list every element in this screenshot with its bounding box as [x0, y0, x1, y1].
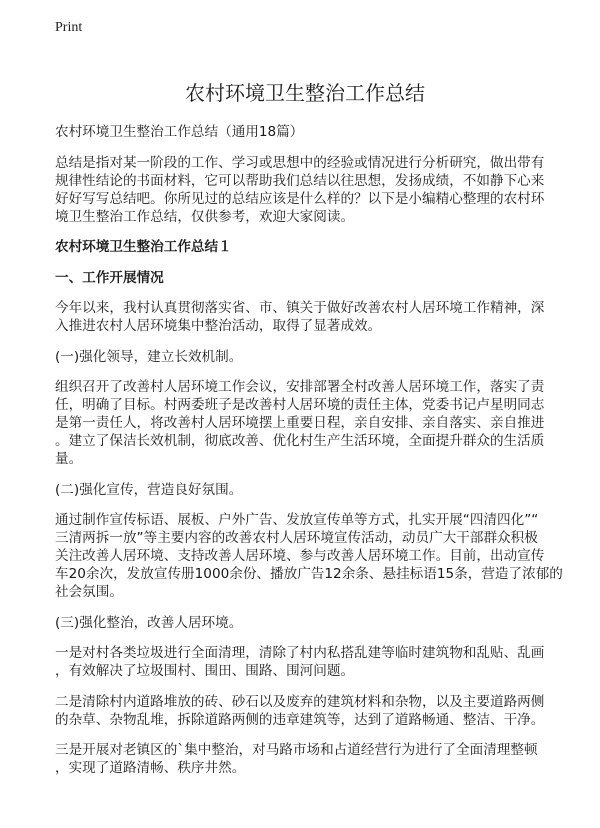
text-line: 量。 — [55, 451, 83, 467]
text-line: (二)强化宣传，营造良好氛围。 — [55, 481, 243, 498]
paragraph — [55, 741, 555, 777]
text-line: 农村环境卫生整治工作总结１ — [55, 239, 232, 255]
text-line: 通过制作宣传标语、展板、户外广告、发放宣传单等方式，扎实开展“四清四化”“ — [55, 512, 539, 528]
text-line: ，有效解决了垃圾围村、围田、围路、围河问题。 — [55, 663, 355, 679]
document-body — [55, 80, 563, 790]
text-line: 总结是指对某一阶段的工作、学习或思想中的经验或情况进行分析研究，做出带有 — [55, 154, 545, 171]
text-line: 二是清除村内道路堆放的砖、砂石以及废弃的建筑材料和杂物，以及主要道路两侧 — [55, 693, 545, 710]
text-line: 农村环境卫生整治工作总结（通用18篇） — [55, 124, 304, 140]
paragraph — [55, 154, 555, 226]
paragraph — [55, 693, 555, 729]
paragraph — [55, 378, 555, 468]
text-line: 境卫生整治工作总结，仅供参考，欢迎大家阅读。 — [55, 208, 355, 225]
paragraph — [55, 348, 555, 366]
paragraph-list — [55, 123, 563, 777]
text-line: 社会氛围。 — [55, 584, 123, 600]
text-line: (一)强化领导，建立长效机制。 — [55, 348, 243, 365]
print-link[interactable]: Print — [55, 20, 83, 35]
text-line: 规律性结论的书面材料，它可以帮助我们总结以往思想，发扬成绩，不如静下心来 — [55, 172, 545, 189]
text-line: 关注改善人居环境、支持改善人居环境、参与改善人居环境工作。目前，出动宣传 — [55, 548, 545, 564]
paragraph — [55, 614, 555, 632]
paragraph — [55, 299, 555, 335]
text-line: 的杂草、杂物乱堆，拆除道路两侧的违章建筑等，达到了道路畅通、整洁、干净。 — [55, 711, 545, 728]
text-line: 车20余次，发放宣传册1000余份、播放广告12余条、悬挂标语15条，营造了浓郁的 — [55, 566, 563, 582]
paragraph — [55, 511, 563, 601]
text-line: 好好写写总结吧。你所见过的总结应该是什么样的？以下是小编精心整理的农村环 — [55, 190, 545, 207]
document-title: 农村环境卫生整治工作总结 — [185, 81, 425, 105]
text-line: 一、工作开展情况 — [55, 269, 164, 286]
text-line: 入推进农村人居环境集中整治活动，取得了显著成效。 — [55, 318, 382, 334]
text-line: 。建立了保洁长效机制，彻底改善、优化村生产生活环境，全面提升群众的生活质 — [55, 433, 545, 449]
paragraph — [55, 123, 555, 141]
section-heading — [55, 269, 555, 287]
text-line: 一是对村各类垃圾进行全面清理，清除了村内私搭乱建等临时建筑物和乱贴、乱画 — [55, 645, 545, 661]
text-line: ，实现了道路清畅、秩序井然。 — [55, 760, 246, 776]
paragraph — [55, 481, 555, 499]
text-line: 今年以来，我村认真贯彻落实省、市、镇关于做好改善农村人居环境工作精神，深 — [55, 300, 545, 316]
text-line: 是第一责任人，将改善村人居环境摆上重要日程，亲自安排、亲自落实、亲自推进 — [55, 415, 545, 431]
text-line: 任，明确了目标。村两委班子是改善村人居环境的责任主体，党委书记卢星明同志 — [55, 397, 545, 413]
text-line: 三清两拆一放”等主要内容的改善农村人居环境宣传活动，动员广大干部群众积极 — [55, 530, 538, 546]
text-line: 三是开展对老镇区的`集中整治，对马路市场和占道经营行为进行了全面清理整顿 — [55, 742, 538, 758]
text-line: 组织召开了改善村人居环境工作会议，安排部署全村改善人居环境工作，落实了责 — [55, 379, 545, 395]
text-line: (三)强化整治，改善人居环境。 — [55, 614, 243, 631]
section-heading — [55, 238, 555, 256]
paragraph — [55, 644, 555, 680]
